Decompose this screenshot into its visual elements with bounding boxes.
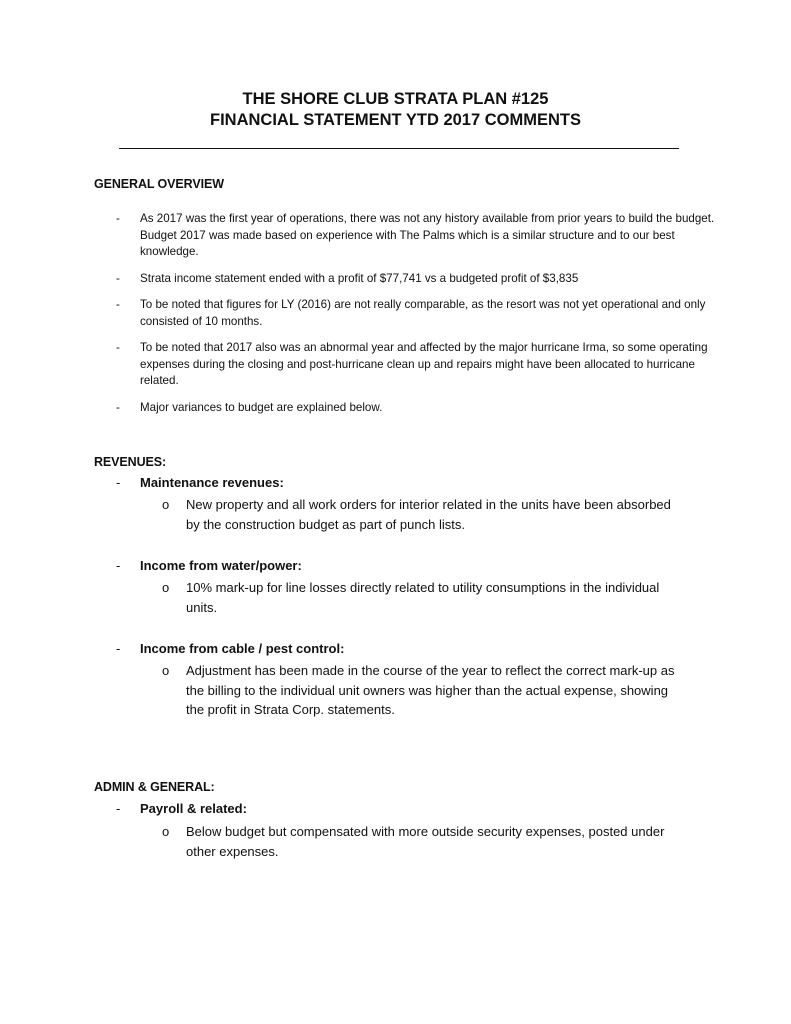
document-title-line2: FINANCIAL STATEMENT YTD 2017 COMMENTS (210, 111, 581, 129)
bullet-dash: - (116, 212, 120, 225)
general-bullet-2-text: Strata income statement ended with a profit of $77,741 vs a budgeted profit of $3,835 (140, 272, 579, 285)
item-marker: o (162, 580, 170, 595)
general-overview-heading: GENERAL OVERVIEW (94, 177, 224, 191)
title-divider (119, 148, 679, 149)
item-marker: o (162, 663, 170, 678)
section-label: Income from water/power: (140, 558, 302, 573)
section-label: Maintenance revenues: (140, 475, 284, 490)
document-title-line1: THE SHORE CLUB STRATA PLAN #125 (242, 90, 549, 108)
general-bullet-3-text: To be noted that figures for LY (2016) are not really comparable, as the resort was not yet operational and only consisted of 10 months. (140, 298, 706, 328)
bullet-dash: - (116, 641, 121, 656)
section-label: Payroll & related: (140, 801, 247, 816)
general-bullet-5-text: Major variances to budget are explained below. (140, 401, 383, 414)
revenues-heading: REVENUES: (94, 455, 167, 469)
bullet-dash: - (116, 401, 120, 414)
item-text: New property and all work orders for interior related in the units have been absorbed by the construction budget as part of punch lists. (186, 497, 671, 532)
bullet-dash: - (116, 475, 121, 490)
bullet-dash: - (116, 298, 120, 311)
general-bullet-4-text: To be noted that 2017 also was an abnormal year and affected by the major hurricane Irma, so some operating expenses during the closing and post-hurricane clean up and repairs might have been allocated to hurricane related. (140, 341, 708, 388)
general-bullet-1-text: As 2017 was the first year of operations, there was not any history available from prior years to build the budget. Budget 2017 was made based on experience with The Palms which is a similar structure and to our best knowledge. (140, 212, 715, 259)
bullet-dash: - (116, 801, 121, 816)
bullet-dash: - (116, 341, 120, 354)
bullet-dash: - (116, 272, 120, 285)
item-text: Below budget but compensated with more outside security expenses, posted under other expenses. (186, 824, 665, 859)
item-marker: o (162, 824, 170, 839)
bullet-dash: - (116, 558, 121, 573)
item-text: 10% mark-up for line losses directly related to utility consumptions in the individual units. (186, 580, 660, 615)
admin-general-heading: ADMIN & GENERAL: (94, 780, 215, 794)
item-marker: o (162, 497, 170, 512)
item-text: Adjustment has been made in the course of the year to reflect the correct mark-up as the billing to the individual unit owners was higher than the actual expense, showing the profit in Strata Corp. statements. (186, 663, 675, 717)
section-label: Income from cable / pest control: (140, 641, 345, 656)
